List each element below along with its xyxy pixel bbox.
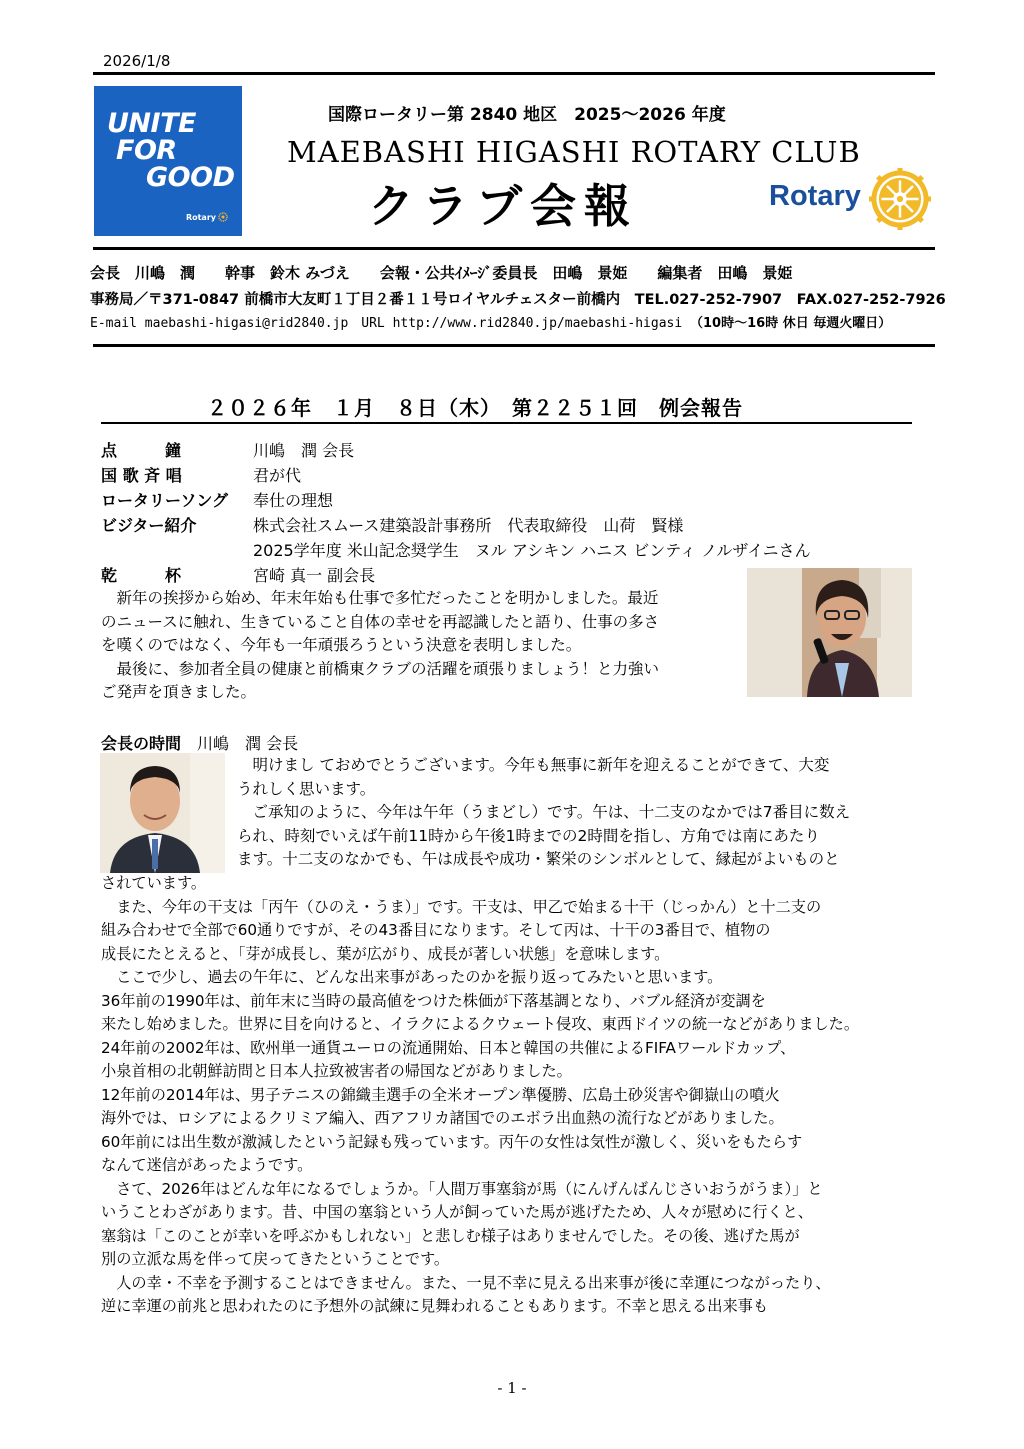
- text-line: いうことわざがあります。昔、中国の塞翁という人が飼っていた馬が逃げたため、人々が慰めに行くと、: [101, 1203, 813, 1221]
- program-label: 乾 杯: [101, 566, 182, 585]
- program-label: ビジター紹介: [101, 516, 197, 535]
- text-line: なんて迷信があったようです。: [101, 1156, 313, 1174]
- newsletter-title: クラブ会報: [368, 179, 638, 233]
- text-line: られ、時刻でいえば午前11時から午後1時までの2時間を指し、方角では南にあたり: [237, 826, 820, 845]
- text-line: ご発声を頂きました。: [101, 683, 257, 701]
- district-line: 国際ロータリー第 2840 地区 2025～2026 年度: [328, 105, 726, 125]
- program-value: 2025学年度 米山記念奨学生 ヌル アシキン ハニス ビンティ ノルザイニさん: [253, 541, 811, 560]
- page-number: - 1 -: [497, 1379, 527, 1397]
- program-value: 宮崎 真一 副会長: [253, 566, 376, 585]
- text-line: ここで少し、過去の午年に、どんな出来事があったのかを振り返ってみたいと思います。: [101, 968, 723, 986]
- logo-small-mark: [186, 212, 228, 222]
- vice-president-photo: [747, 568, 912, 697]
- toast-paragraph: [101, 587, 741, 705]
- logo-line-1: UNITE: [107, 108, 196, 139]
- section-title: 会長の時間: [101, 734, 182, 753]
- contact-line: [90, 312, 891, 331]
- rotary-brand-text: Rotary: [769, 180, 861, 212]
- text-line: されています。: [101, 874, 207, 892]
- text-line: 新年の挨拶から始め、年末年始も仕事で多忙だったことを明かしました。最近: [101, 589, 659, 607]
- section-speaker: 川嶋 潤 会長: [197, 734, 299, 753]
- text-line: 明けまし ておめでとうございます。今年も無事に新年を迎えることができて、大変: [237, 756, 830, 774]
- text-line: 来たし始めました。世界に目を向けると、イラクによるクウェート侵攻、東西ドイツの統一などがありました。: [101, 1015, 860, 1033]
- rotary-gear-small-icon: [218, 212, 228, 222]
- program-label: ロータリーソング: [101, 491, 229, 510]
- text-line: 60年前には出生数が激減したという記録も残っています。丙午の女性は気性が激しく、災いをもたらす: [101, 1132, 803, 1151]
- text-line: 逆に幸運の前兆と思われたのに予想外の試練に見舞われることもあります。不幸と思える出来事も: [101, 1297, 769, 1315]
- text-line: 12年前の2014年は、男子テニスの錦織圭選手の全米オープン準優勝、広島土砂災害や御嶽山の噴火: [101, 1085, 780, 1104]
- office-address: 事務局／〒371-0847 前橋市大友町１丁目２番１１号ロイヤルチェスター前橋内 TEL.027-252-7907 FAX.027-252-7926: [90, 292, 946, 308]
- text-line: 人の幸・不幸を予測することはできません。また、一見不幸に見える出来事が後に幸運につながったり、: [101, 1273, 831, 1292]
- contact-email-url: E-mail maebashi-higasi@rid2840.jp URL http://www.rid2840.jp/maebashi-higasi: [90, 316, 683, 331]
- text-line: 塞翁は「このことが幸いを呼ぶかもしれない」と悲しむ様子はありませんでした。その後、逃げた馬が: [101, 1226, 800, 1245]
- president-photo: [100, 753, 225, 873]
- text-line: また、今年の干支は「丙午（ひのえ・うま）」です。干支は、甲乙で始まる十干（じっかん）と十二支の: [101, 897, 822, 916]
- text-line: を嘆くのではなく、今年も一年頑張ろうという決意を表明しました。: [101, 636, 582, 654]
- club-name: MAEBASHI HIGASHI ROTARY CLUB: [287, 135, 861, 169]
- logo-line-2: FOR: [116, 135, 177, 166]
- text-line: 24年前の2002年は、欧州単一通貨ユーロの流通開始、日本と韓国の共催によるFIFAワールドカップ、: [101, 1038, 796, 1057]
- text-line: 海外では、ロシアによるクリミア編入、西アフリカ諸国でのエボラ出血熱の流行などがありました。: [101, 1109, 784, 1127]
- logo-small-text: Rotary: [185, 212, 216, 222]
- text-line: 別の立派な馬を伴って戻ってきたということです。: [101, 1250, 450, 1268]
- text-line: ます。十二支のなかでも、午は成長や成功・繁栄のシンボルとして、縁起がよいものと: [237, 850, 840, 868]
- top-rule: [93, 72, 935, 75]
- text-line: 36年前の1990年は、前年末に当時の最高値をつけた株価が下落基調となり、バブル経済が変調を: [101, 991, 766, 1010]
- program-value: 君が代: [253, 466, 302, 485]
- program-value: 奉仕の理想: [253, 491, 334, 510]
- text-line: 組み合わせで全部で60通りですが、その43番目になります。そして丙は、十干の3番目で、植物の: [101, 921, 771, 939]
- rotary-wheel-icon: [869, 168, 931, 230]
- text-line: 小泉首相の北朝鮮訪問と日本人拉致被害者の帰国などがありました。: [101, 1062, 572, 1080]
- meeting-report-title: ２０２６年 １月 ８日（木） 第２２５１回 例会報告: [207, 396, 743, 420]
- officers-line: 会長 川嶋 潤 幹事 鈴木 みづえ 会報・公共ｲﾒｰｼﾞ委員長 田嶋 景姫 編集者 田嶋 景姫: [90, 264, 793, 282]
- unite-for-good-logo: [94, 86, 242, 236]
- text-line: さて、2026年はどんな年になるでしょうか。「人間万事塞翁が馬（にんげんばんじさいおうがうま）」と: [101, 1179, 823, 1198]
- text-line: ご承知のように、今年は午年（うまどし）です。午は、十二支のなかでは7番目に数え: [237, 803, 851, 821]
- program-value: 川嶋 潤 会長: [253, 441, 355, 460]
- program-value: 株式会社スムース建築設計事務所 代表取締役 山荷 賢様: [253, 516, 684, 535]
- contact-rule: [93, 344, 935, 347]
- title-underline: [101, 422, 912, 424]
- program-label: 国 歌 斉 唱: [101, 466, 182, 485]
- president-intro: [237, 754, 917, 872]
- issue-date: 2026/1/8: [103, 52, 171, 70]
- office-hours: （10時～16時 休日 毎週火曜日）: [690, 316, 892, 331]
- text-line: 成長にたとえると、「芽が成長し、葉が広がり、成長が著しい状態」を意味します。: [101, 944, 670, 963]
- logo-line-3: GOOD: [146, 162, 235, 193]
- text-line: 最後に、参加者全員の健康と前橋東クラブの活躍を頑張りましょう！と力強い: [101, 659, 660, 678]
- president-time-heading: [101, 731, 298, 754]
- header-rule: [93, 247, 935, 250]
- president-body: [101, 872, 921, 1319]
- text-line: のニュースに触れ、生きていること自体の幸せを再認識したと語り、仕事の多さ: [101, 612, 660, 631]
- text-line: うれしく思います。: [237, 779, 376, 798]
- program-label: 点 鐘: [101, 441, 182, 460]
